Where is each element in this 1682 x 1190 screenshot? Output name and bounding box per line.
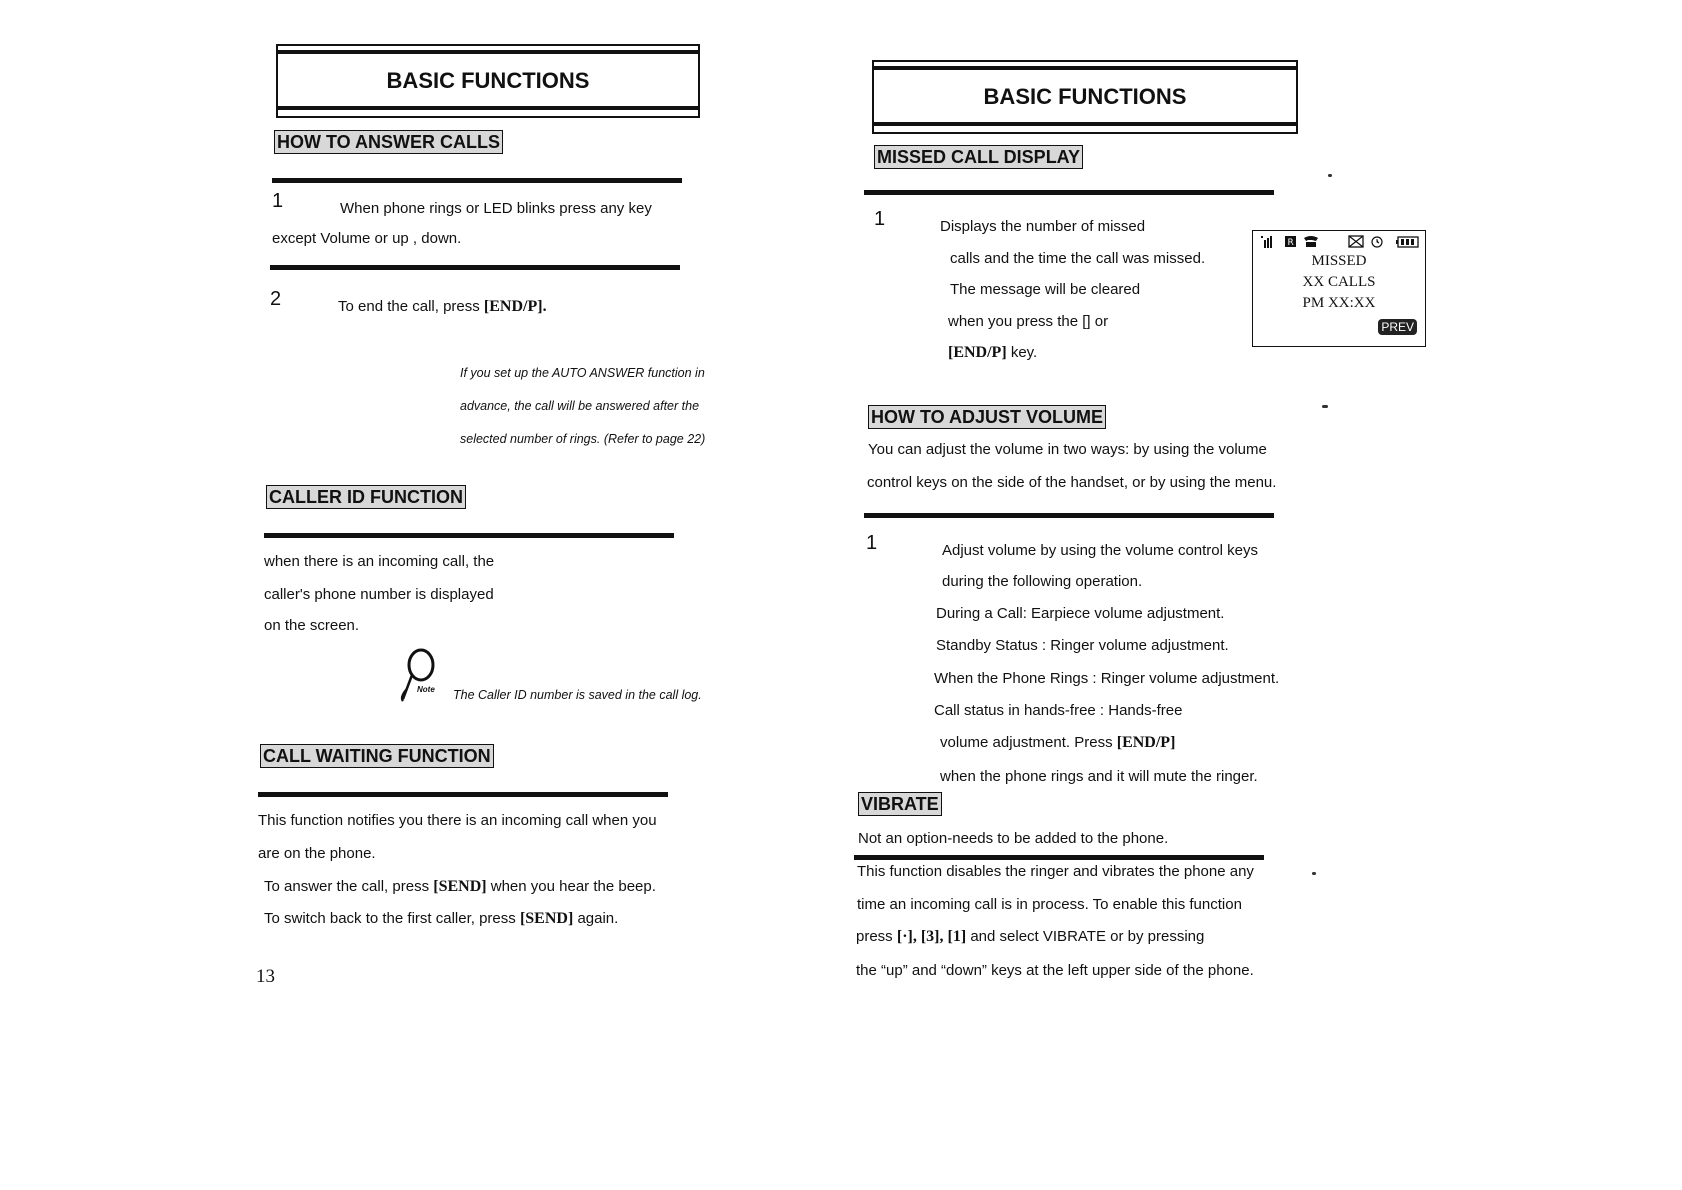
heading-call-waiting: CALL WAITING FUNCTION [260,744,494,768]
right-page-title: BASIC FUNCTIONS [983,84,1187,109]
volume-intro-line1: You can adjust the volume in two ways: by using the volume [868,441,1267,458]
vibrate-line1: Not an option-needs to be added to the phone. [858,830,1169,847]
step-number: 2 [270,288,282,310]
heading-adjust-volume: HOW TO ADJUST VOLUME [868,405,1106,429]
answer-step2-text: To end the call, press [338,298,484,315]
vibrate-line3: time an incoming call is in process. To enable this function [857,896,1242,913]
call-waiting-line3 [264,878,656,896]
volume-line7-text: volume adjustment. Press [940,734,1117,751]
heading-vibrate: VIBRATE [858,792,942,816]
auto-answer-note-line2: advance, the call will be answered after the [460,399,700,413]
caller-id-note: The Caller ID number is saved in the call log. [453,688,702,702]
step-number: 1 [272,190,284,212]
rule [854,855,1264,860]
status-icons [1259,234,1421,250]
svg-text:R: R [1287,238,1294,248]
scan-speck [1312,872,1316,875]
volume-line3: During a Call: Earpiece volume adjustment. [936,605,1225,622]
vibrate-line4b: and select VIBRATE or by pressing [966,928,1205,945]
scan-speck [1322,405,1328,408]
call-waiting-line2: are on the phone. [258,845,376,862]
call-waiting-line3b: when you hear the beep. [486,878,656,895]
auto-answer-note-line1: If you set up the AUTO ANSWER function in [460,366,705,380]
auto-answer-note-line3: selected number of rings. (Refer to page 22) [460,432,706,446]
volume-line2: during the following operation. [942,573,1143,590]
vibrate-line5: the “up” and “down” keys at the left upper side of the phone. [856,962,1254,979]
missed-line1: Displays the number of missed [940,218,1146,235]
signal-icon [1261,236,1272,248]
heading-caller-id: CALLER ID FUNCTION [266,485,466,509]
title-top-bar [872,66,1298,70]
volume-line4: Standby Status : Ringer volume adjustment. [936,637,1229,654]
screen-line-time: PM XX:XX [1302,295,1376,311]
title-bottom-bar [276,106,700,110]
heading-answer-calls: HOW TO ANSWER CALLS [274,130,503,154]
note-icon-label: Note [417,685,435,694]
rule [258,792,668,797]
caller-id-line2: caller's phone number is displayed [264,586,494,603]
call-waiting-line4 [264,910,618,928]
rule [264,533,674,538]
left-page-title: BASIC FUNCTIONS [386,68,590,93]
send-key-label: [SEND] [519,910,574,927]
rule [270,265,680,270]
page-number: 13 [256,966,275,987]
caller-id-line3: on the screen. [264,617,360,634]
right-title-box [872,60,1298,134]
roaming-icon [1285,236,1296,248]
prev-softkey[interactable]: PREV [1378,319,1417,335]
caller-id-line1: when there is an incoming call, the [264,553,495,570]
end-key-label: [END/P]. [483,298,547,315]
phone-icon [1304,236,1318,247]
answer-step2 [338,298,547,316]
call-waiting-line4a: To switch back to the first caller, press [264,910,520,927]
send-key-label: [SEND] [433,878,487,895]
screen-line-calls: XX CALLS [1302,274,1376,290]
vibrate-line4a: press [856,928,897,945]
screen-line-missed: MISSED [1311,253,1367,269]
step-number: 1 [866,532,878,554]
alarm-icon [1372,237,1382,247]
rule [272,178,682,183]
volume-line1: Adjust volume by using the volume control keys [942,542,1258,559]
volume-line6: Call status in hands-free : Hands-free [934,702,1183,719]
call-waiting-line4b: again. [573,910,619,927]
volume-line8: when the phone rings and it will mute the ringer. [940,768,1258,785]
missed-line4: when you press the [] or [948,313,1109,330]
step-number: 1 [874,208,886,230]
title-bottom-bar [872,122,1298,126]
missed-line3: The message will be cleared [950,281,1141,298]
answer-step1-line2: except Volume or up , down. [272,230,462,247]
note-icon [395,645,441,705]
rule [864,513,1274,518]
rule [864,190,1274,195]
missed-line2: calls and the time the call was missed. [950,250,1206,267]
missed-line5 [948,344,1037,362]
call-waiting-line3a: To answer the call, press [264,878,434,895]
message-icon [1349,236,1363,247]
end-key-label: [END/P] [1116,734,1176,751]
volume-line5: When the Phone Rings : Ringer volume adjustment. [934,670,1280,687]
vibrate-keys: [·], [3], [1] [896,928,967,945]
heading-missed-call: MISSED CALL DISPLAY [874,145,1083,169]
left-title-box [276,44,700,118]
end-key-label: [END/P] [948,344,1007,361]
missed-line5-text: key. [1006,344,1038,361]
volume-line7 [940,734,1175,752]
phone-screen [1252,230,1426,347]
battery-icon [1396,237,1418,247]
scan-speck [1328,174,1332,177]
vibrate-line2: This function disables the ringer and vibrates the phone any [857,863,1254,880]
volume-intro-line2: control keys on the side of the handset, or by using the menu. [867,474,1277,491]
call-waiting-line1: This function notifies you there is an incoming call when you [258,812,657,829]
title-top-bar [276,50,700,54]
vibrate-line4 [856,928,1204,946]
answer-step1-line1: When phone rings or LED blinks press any key [340,200,652,217]
